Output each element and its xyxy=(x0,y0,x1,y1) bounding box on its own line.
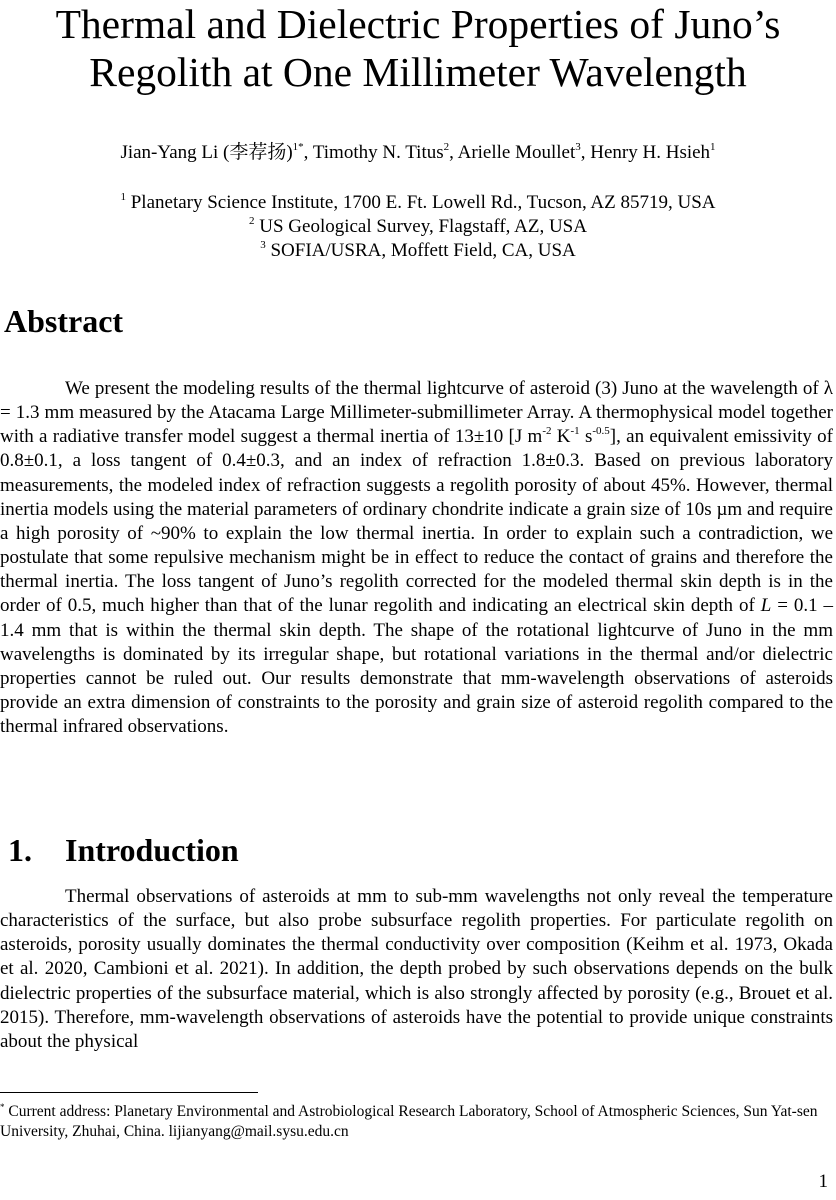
introduction-paragraph: Thermal observations of asteroids at mm to sub-mm wavelengths not only reveal the temperature characteristics of the surface, but also probe subsurface regolith properties. For particulate regolith on asteroids, porosity usually dominates the thermal conductivity over composition (Keihm et al. 1973, Okada et al. 2020, Cambioni et al. 2021). In addition, the depth probed by such observations depends on the bulk dielectric properties of the subsurface material, which is also strongly affected by porosity (e.g., Brouet et al. 2015). Therefore, mm-wavelength observations of asteroids have the potential to provide unique constraints about the physical xyxy=(0,886,833,1052)
abstract-paragraph xyxy=(0,377,833,739)
footnote xyxy=(0,1102,830,1142)
abstract-heading: Abstract xyxy=(4,303,124,339)
footnote-divider xyxy=(0,1092,258,1093)
footnote-text: Current address: Planetary Environmental and Astrobiological Research Laboratory, School of Atmospheric Sciences, Sun Yat-sen University, Zhuhai, China. lijianyang@mail.sysu.edu.cn xyxy=(0,1103,818,1140)
affiliation-mark: 1 xyxy=(120,191,126,203)
author-name: Henry H. Hsieh xyxy=(590,142,711,163)
affiliation-mark: 3 xyxy=(260,239,266,251)
affiliation-2 xyxy=(0,215,836,239)
author-affiliation-mark: 2 xyxy=(443,141,450,153)
page-number: 1 xyxy=(818,1171,828,1192)
author-list: Jian-Yang Li (李荐扬)$^{1*}$, Timothy N. Titus$^2$, Arielle Moullet$^3$, Henry H. Hsieh$^1$ xyxy=(120,141,716,163)
author-name: Timothy N. Titus xyxy=(312,142,444,163)
affiliation-text: SOFIA/USRA, Moffett Field, CA, USA xyxy=(270,240,576,261)
author-affiliation-mark: 1 xyxy=(710,141,716,153)
abstract-text: s xyxy=(579,426,593,448)
math-variable: L xyxy=(760,595,772,617)
author-affiliation-mark: 1* xyxy=(292,141,304,153)
abstract-text: = 0.1 – 1.4 mm that is within the thermal skin depth. The shape of the rotational lightcurve of Juno in the mm wavelengths is dominated by its irregular shape, but rotational variations in the thermal and/or dielectric properties cannot be ruled out. Our results demonstrate that mm-wavelength observations of asteroids provide an extra dimension of constraints to the porosity and grain size of asteroid regolith compared to the thermal infrared observations. xyxy=(0,595,833,738)
abstract-text: We present the modeling results of the thermal lightcurve of asteroid (3) Juno at the wavelength of λ = 1.3 mm measured by the Atacama Large Millimeter-submillimeter Array. A thermophysical model together with a radiative transfer model suggest a thermal inertia of 13±10 [J m xyxy=(0,378,833,448)
author-name: Arielle Moullet xyxy=(457,142,576,163)
paper-title xyxy=(0,0,836,96)
title-line-1: Thermal and Dielectric Properties of Juno’s xyxy=(55,1,781,47)
footnote-mark: * xyxy=(0,1102,5,1112)
unit-exponent: -1 xyxy=(570,425,580,438)
affiliation-text: US Geological Survey, Flagstaff, AZ, USA xyxy=(259,216,587,237)
author-name: Jian-Yang Li (李荐扬) xyxy=(120,142,293,163)
abstract-text: ], an equivalent emissivity of 0.8±0.1, a loss tangent of 0.4±0.3, and an index of refraction 1.8±0.3. Based on previous laboratory measurements, the modeled index of refraction suggests a regolith porosity of about 45%. However, thermal inertia models using the material parameters of ordinary chondrite indicate a grain size of 10s µm and require a high porosity of ~90% to explain the low thermal inertia. In order to explain such a contradiction, we postulate that some repulsive mechanism might be in effect to reduce the contact of grains and therefore the thermal inertia. The loss tangent of Juno’s regolith corrected for the modeled thermal skin depth is in the order of 0.5, much higher than that of the lunar regolith and indicating an electrical skin depth of xyxy=(0,426,833,617)
affiliation-1 xyxy=(0,191,836,215)
affiliation-3 xyxy=(0,239,836,263)
unit-exponent: -2 xyxy=(542,425,552,438)
section-number: 1. xyxy=(8,832,32,868)
section-heading-introduction xyxy=(8,831,239,869)
title-line-2: Regolith at One Millimeter Wavelength xyxy=(89,49,747,95)
abstract-text: K xyxy=(551,426,571,448)
section-title: Introduction xyxy=(65,832,239,868)
affiliation-text: Planetary Science Institute, 1700 E. Ft. Lowell Rd., Tucson, AZ 85719, USA xyxy=(130,192,716,213)
author-affiliation-mark: 3 xyxy=(575,141,581,153)
unit-exponent: -0.5 xyxy=(592,425,610,438)
affiliation-mark: 2 xyxy=(249,215,255,227)
